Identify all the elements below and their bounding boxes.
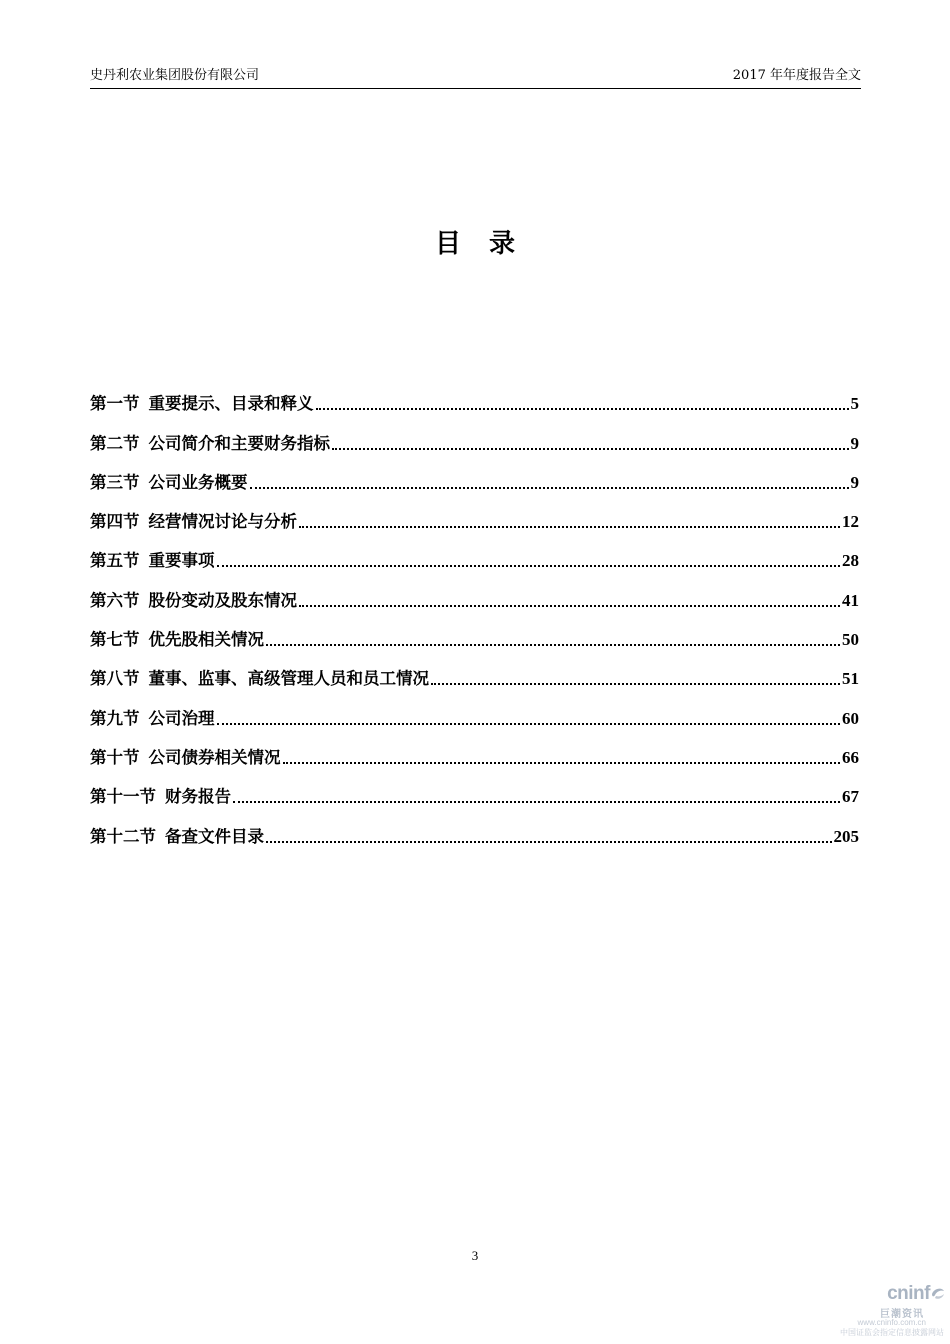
toc-dot-leader	[250, 487, 849, 489]
toc-dot-leader	[233, 801, 840, 803]
toc-page-number: 5	[850, 394, 859, 414]
toc-section-number: 第十二节	[90, 826, 156, 846]
toc-section-number: 第八节	[90, 669, 140, 689]
toc-section-label: 公司简介和主要财务指标	[148, 433, 330, 453]
toc-entry[interactable]	[90, 732, 859, 771]
watermark-tagline: 中国证监会指定信息披露网站	[840, 1328, 944, 1337]
toc-section-number: 第四节	[90, 512, 140, 532]
toc-dot-leader	[299, 605, 840, 607]
toc-section-label: 重要事项	[148, 551, 215, 571]
toc-entry[interactable]	[90, 378, 859, 417]
toc-dot-leader	[283, 762, 841, 764]
toc-section-label: 股份变动及股东情况	[148, 590, 297, 610]
toc-section-number: 第十节	[90, 747, 140, 767]
toc-section-number: 第十一节	[90, 787, 156, 807]
toc-page-number: 51	[842, 669, 859, 689]
toc-entry[interactable]	[90, 771, 859, 810]
toc-section-label: 公司业务概要	[148, 472, 248, 492]
toc-page-number: 67	[842, 787, 859, 807]
page-header	[90, 66, 861, 89]
toc-section-label: 优先股相关情况	[148, 630, 264, 650]
toc-page-number: 9	[850, 472, 859, 492]
toc-section-number: 第九节	[90, 708, 140, 728]
toc-entry[interactable]	[90, 496, 859, 535]
toc-section-number: 第五节	[90, 551, 140, 571]
toc-dot-leader	[217, 565, 841, 567]
toc-section-label: 公司债券相关情况	[148, 747, 281, 767]
toc-section-number: 第六节	[90, 590, 140, 610]
toc-section-label: 董事、监事、高级管理人员和员工情况	[148, 669, 429, 689]
toc-dot-leader	[431, 683, 840, 685]
toc-dot-leader	[316, 408, 849, 410]
toc-section-label: 重要提示、目录和释义	[148, 394, 314, 414]
watermark-url: www.cninfo.com.cn	[857, 1318, 926, 1327]
toc-dot-leader	[266, 644, 840, 646]
toc-dot-leader	[266, 841, 832, 843]
toc-page-number: 205	[833, 826, 859, 846]
toc-entry[interactable]	[90, 535, 859, 574]
toc-page-number: 41	[842, 590, 859, 610]
toc-entry[interactable]	[90, 692, 859, 731]
toc-section-label: 财务报告	[165, 787, 231, 807]
toc-entry[interactable]	[90, 810, 859, 849]
toc-title: 目录	[434, 229, 543, 259]
cninfo-watermark	[840, 1283, 948, 1341]
toc-page-number: 9	[850, 433, 859, 453]
toc-dot-leader	[299, 526, 840, 528]
toc-entry[interactable]	[90, 574, 859, 613]
toc-entry[interactable]	[90, 417, 859, 456]
toc-section-number: 第三节	[90, 472, 140, 492]
toc-dot-leader	[217, 723, 841, 725]
toc-section-label: 公司治理	[148, 708, 215, 728]
toc-entry[interactable]	[90, 457, 859, 496]
toc-section-number: 第二节	[90, 433, 140, 453]
toc-page-number: 12	[842, 512, 859, 532]
table-of-contents	[90, 378, 859, 850]
header-company-name: 史丹利农业集团股份有限公司	[90, 68, 260, 83]
toc-section-label: 备查文件目录	[165, 826, 264, 846]
watermark-logo-text: cninf	[887, 1283, 930, 1304]
toc-section-label: 经营情况讨论与分析	[148, 512, 297, 532]
toc-page-number: 60	[842, 708, 859, 728]
toc-dot-leader	[332, 448, 849, 450]
page-number: 3	[471, 1248, 479, 1263]
header-report-title: 2017 年年度报告全文	[732, 68, 861, 83]
toc-page-number: 28	[842, 551, 859, 571]
toc-section-number: 第七节	[90, 630, 140, 650]
toc-section-number: 第一节	[90, 394, 140, 414]
toc-entry[interactable]	[90, 614, 859, 653]
toc-entry[interactable]	[90, 653, 859, 692]
cninfo-swirl-icon	[930, 1285, 946, 1301]
toc-page-number: 66	[842, 747, 859, 767]
watermark-name-cn: 巨潮资讯	[880, 1309, 924, 1320]
toc-page-number: 50	[842, 630, 859, 650]
